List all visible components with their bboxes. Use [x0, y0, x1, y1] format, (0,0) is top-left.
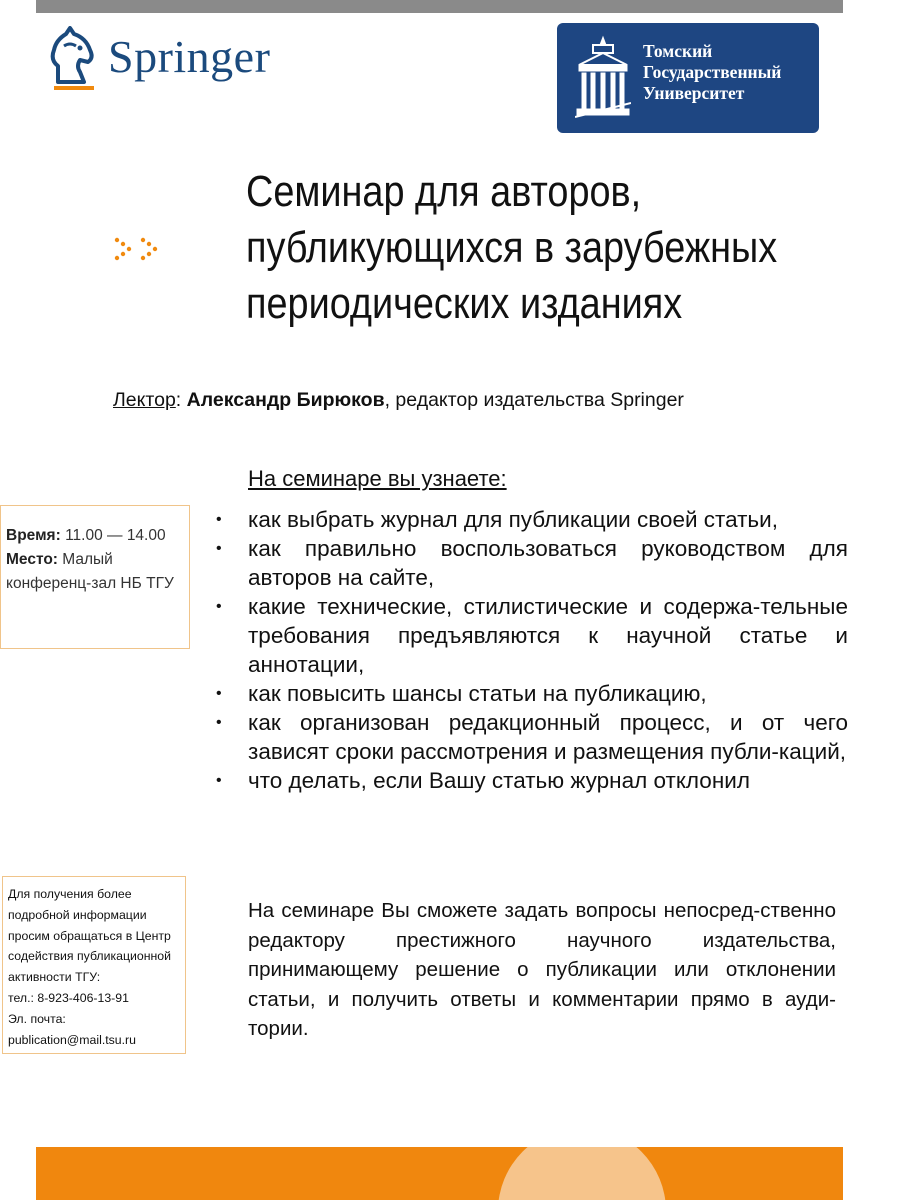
bottom-orange-bar [36, 1147, 843, 1200]
contact-line: Эл. почта: [8, 1011, 66, 1026]
list-item-text: какие технические, стилистические и содержа-тельные требования предъявляются к научной статье и аннотации, [248, 594, 848, 677]
contact-box [2, 876, 186, 1054]
tsu-name-line: Государственный [643, 62, 782, 82]
place-label: Место: [6, 551, 58, 568]
list-item-text: как повысить шансы статьи на публикацию, [248, 681, 707, 706]
list-item [210, 766, 848, 795]
bullet-icon: • [216, 772, 222, 789]
bullet-icon: • [216, 598, 222, 615]
list-item-text: что делать, если Вашу статью журнал отклонил [248, 768, 750, 793]
closing-paragraph: На семинаре Вы сможете задать вопросы непосред-ственно редактору престижного научного издательства, принимающему решение о публикации или отклонении статьи, и получить ответы и комментарии прямо в ауди-тории. [248, 899, 836, 1040]
bullet-icon: • [216, 685, 222, 702]
lecturer-name: Александр Бирюков [186, 389, 385, 411]
lecturer-label: Лектор [113, 389, 176, 411]
list-item [210, 592, 848, 679]
bottom-bar-highlight [498, 1147, 666, 1200]
place-row [6, 548, 189, 572]
springer-wordmark: Springer [108, 31, 271, 82]
tsu-name-line: Томский [643, 41, 713, 61]
contact-line: активности ТГУ: [8, 970, 101, 985]
learn-list [210, 505, 848, 795]
list-item-text: как выбрать журнал для публикации своей статьи, [248, 507, 778, 532]
springer-logo [44, 22, 284, 94]
contact-line: Для получения более [8, 887, 132, 901]
lecturer-role: , редактор издательства Springer [384, 389, 684, 411]
learn-heading: На семинаре вы узнаете: [248, 466, 507, 491]
contact-line: содействия публикационной [8, 949, 172, 964]
bullet-icon: • [216, 714, 222, 731]
title-line: периодических изданиях [246, 279, 683, 328]
tsu-name-line: Университет [643, 83, 745, 103]
time-value: 11.00 — 14.00 [65, 527, 166, 544]
bullet-icon: • [216, 511, 222, 528]
bullet-icon: • [216, 540, 222, 557]
tsu-building-icon [575, 33, 631, 123]
list-item-text: как правильно воспользоваться руководством для авторов на сайте, [248, 536, 848, 590]
list-item-text: как организован редакционный процесс, и от чего зависят сроки рассмотрения и размещения публи-каций, [248, 710, 848, 764]
contact-line: подробной информации [8, 907, 147, 922]
tsu-name [643, 41, 781, 104]
springer-horse-icon [44, 26, 100, 86]
list-item [210, 505, 848, 534]
time-row [6, 524, 189, 548]
place-value: Малый [62, 551, 113, 568]
page-title [246, 164, 779, 332]
time-label: Время: [6, 527, 61, 544]
lecturer-line: Лектор: Александр Бирюков, редактор издательства Springer [113, 389, 684, 411]
double-arrow-icon [114, 236, 166, 262]
list-item [210, 708, 848, 766]
place-value-continued: конференц-зал НБ ТГУ [6, 575, 174, 592]
contact-line: просим обращаться в Центр [8, 928, 171, 943]
list-item [210, 534, 848, 592]
list-item [210, 679, 848, 708]
schedule-box [0, 505, 190, 649]
top-gray-bar [36, 0, 843, 13]
contact-email: publication@mail.tsu.ru [8, 1032, 136, 1047]
springer-orange-underline [54, 86, 94, 90]
title-line: публикующихся в зарубежных [246, 223, 778, 272]
tsu-logo [557, 23, 819, 133]
title-line: Семинар для авторов, [246, 167, 642, 216]
contact-phone: тел.: 8-923-406-13-91 [8, 990, 129, 1005]
